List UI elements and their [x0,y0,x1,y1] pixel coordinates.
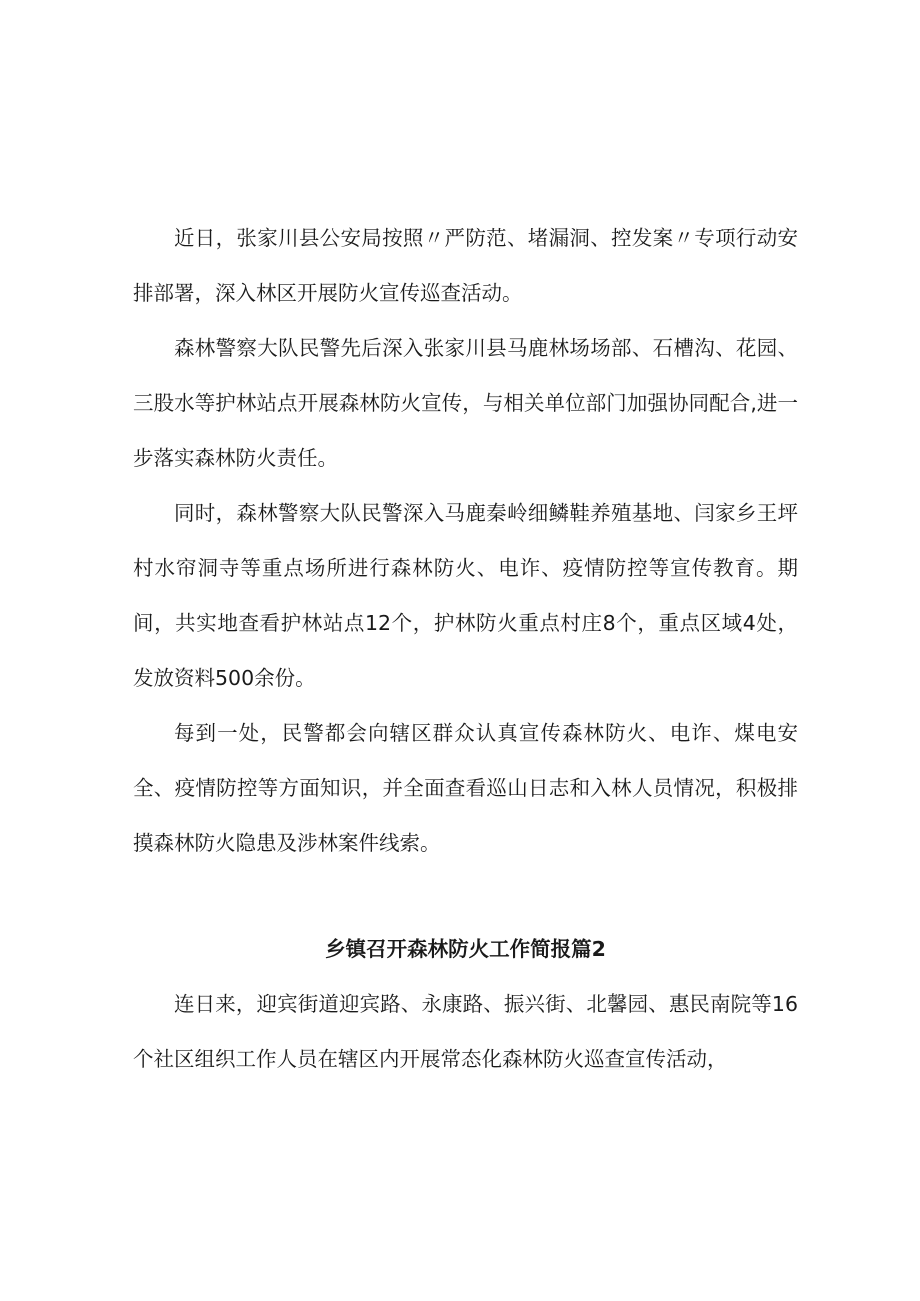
paragraph-1: 近日，张家川县公安局按照〃严防范、堵漏洞、控发案〃专项行动安排部署，深入林区开展防火宣传巡查活动。 [133,226,798,305]
section-heading: 乡镇召开森林防火工作简报篇2 [325,937,606,961]
paragraph-3: 同时，森林警察大队民警深入马鹿秦岭细鳞鞋养殖基地、闫家乡王坪村水帘洞寺等重点场所进行森林防火、电诈、疫情防控等宣传教育。期间，共实地查看护林站点12个，护林防火重点村庄8个，重点区域4处，发放资料500余份。 [133,501,798,690]
paragraph-2: 森林警察大队民警先后深入张家川县马鹿林场场部、石槽沟、花园、三股水等护林站点开展森林防火宣传，与相关单位部门加强协同配合,进一步落实森林防火责任。 [133,336,798,470]
paragraph-4: 每到一处，民警都会向辖区群众认真宣传森林防火、电诈、煤电安全、疫情防控等方面知识，并全面查看巡山日志和入林人员情况，积极排摸森林防火隐患及涉林案件线索。 [133,721,798,855]
paragraph-5: 连日来，迎宾街道迎宾路、永康路、振兴街、北馨园、惠民南院等16个社区组织工作人员在辖区内开展常态化森林防火巡查宣传活动， [133,992,798,1071]
